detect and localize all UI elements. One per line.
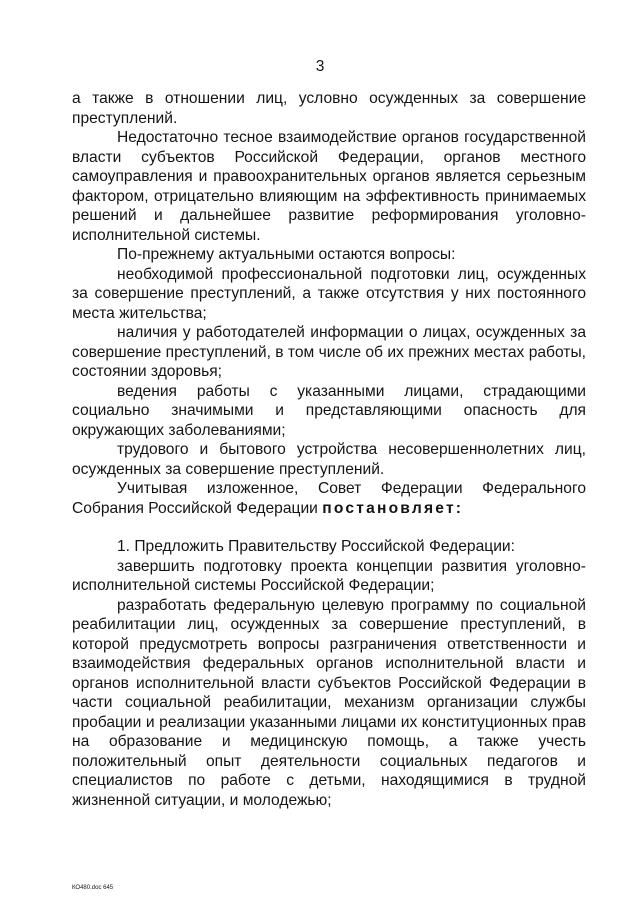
section-1-heading: 1. Предложить Правительству Российской Федерации: <box>117 538 515 555</box>
paragraph-issue-illness: ведения работы с указанными лицами, страдающими социально значимыми и представляющими опасность для окружающих заболеваниями; <box>72 382 586 439</box>
document-body <box>72 89 586 810</box>
page-number: 3 <box>315 58 325 75</box>
paragraph-issue-employers: наличия у работодателей информации о лицах, осужденных за совершение преступлений, в том числе об их прежних местах работы, состоянии здоровья; <box>72 324 586 380</box>
section-1-item-program: разработать федеральную целевую программу по социальной реабилитации лиц, осужденных за совершение преступлений, в которой предусмотреть вопросы разграничения ответственности и взаимодействия федеральных органов исполнительной власти и органов исполнительной власти субъектов Российской Федерации в части социальной реабилитации, механизм организации службы пробации и реализации указанными лицами их конституционных прав на образование и медицинскую помощь, а также учесть положительный опыт деятельности социальных педагогов и специалистов по работе с детьми, находящимися в трудной жизненной ситуации, и молодежью; <box>72 596 586 809</box>
paragraph-issue-minors: трудового и бытового устройства несовершеннолетних лиц, осужденных за совершение преступлений. <box>72 441 586 478</box>
footer-document-code: КО480.doc 645 <box>72 885 114 891</box>
paragraph-continuation: а также в отношении лиц, условно осужденных за совершение преступлений. <box>72 90 586 127</box>
resolution-verb: постановляет: <box>322 499 464 517</box>
resolution-paragraph <box>72 479 586 518</box>
paragraph-interaction: Недостаточно тесное взаимодействие органов государственной власти субъектов Российской Федерации, органов местного самоуправления и правоохранительных органов является серьезным фактором, отрицательно влияющим на эффективность принимаемых решений и дальнейшее развитие реформирования уголовно-исполнительной системы. <box>72 129 586 244</box>
resolution-lead: Учитывая изложенное, Совет Федерации Федерального Собрания Российской Федерации <box>72 480 586 517</box>
paragraph-issue-training: необходимой профессиональной подготовки лиц, осужденных за совершение преступлений, а также отсутствия у них постоянного места жительства; <box>72 265 586 322</box>
paragraph-issues-intro: По-прежнему актуальными остаются вопросы: <box>117 246 456 263</box>
section-1-item-concept: завершить подготовку проекта концепции развития уголовно-исполнительной системы Российской Федерации; <box>72 557 586 594</box>
